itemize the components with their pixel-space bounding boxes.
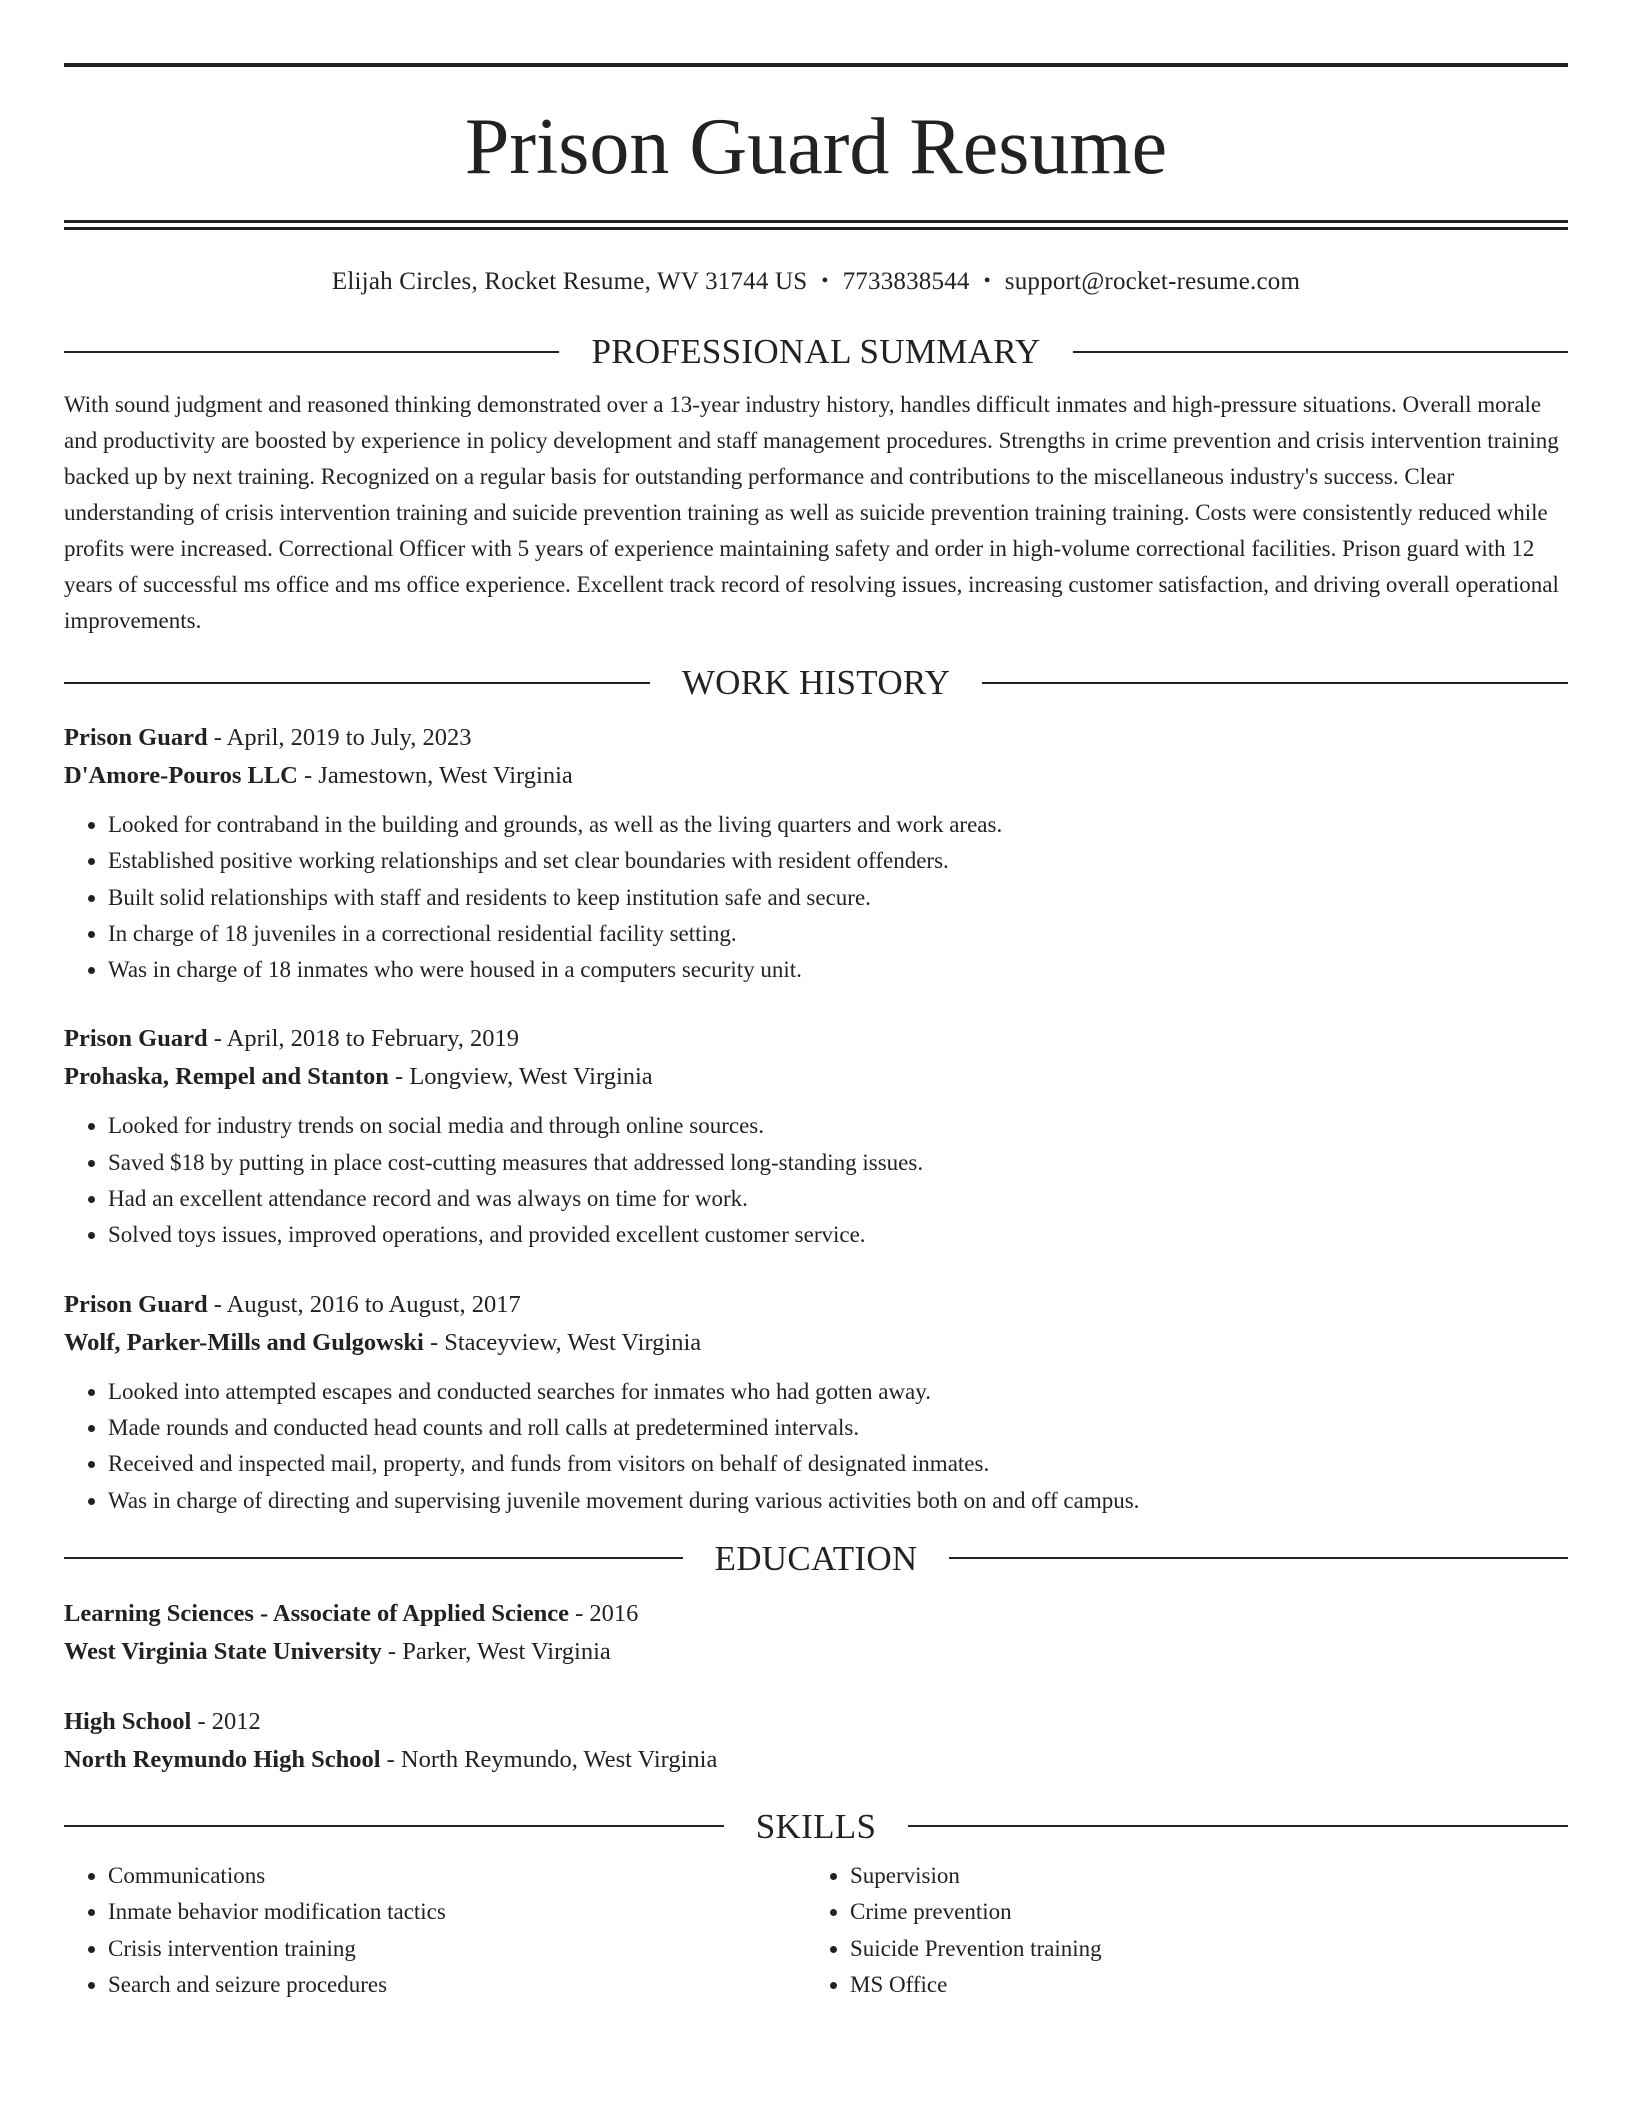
contact-line — [64, 268, 1568, 296]
job-company: D'Amore-Pouros LLC — [64, 762, 298, 789]
section-heading-skills — [64, 1806, 1568, 1846]
skill-item: • Suicide Prevention training — [850, 1931, 1568, 1968]
degree: Learning Sciences - Associate of Applied Science — [64, 1599, 569, 1627]
skills-list-left — [64, 1858, 806, 2004]
list-item: • Had an excellent attendance record and was always on time for work. — [108, 1181, 1568, 1217]
skill-item: • Crime prevention — [850, 1894, 1568, 1931]
section-title: WORK HISTORY — [681, 663, 951, 702]
degree-line — [64, 1703, 1568, 1741]
graduation-year: - 2012 — [191, 1707, 261, 1735]
divider-line — [1073, 351, 1568, 353]
job-dates: - April, 2018 to February, 2019 — [207, 1025, 520, 1053]
job-title-line — [64, 1286, 1568, 1324]
divider-line — [982, 682, 1568, 684]
school-location: - North Reymundo, West Virginia — [380, 1745, 718, 1773]
list-item: • Was in charge of directing and supervising juvenile movement during various activities both on and off campus. — [108, 1483, 1568, 1519]
graduation-year: - 2016 — [568, 1599, 639, 1627]
skill-item: • MS Office — [850, 1967, 1568, 2004]
section-heading-work — [64, 665, 1568, 700]
contact-phone: 7733838544 — [842, 268, 970, 295]
divider-line — [64, 1557, 683, 1559]
list-item: • Established positive working relationships and set clear boundaries with resident offenders. — [108, 843, 1568, 879]
school: North Reymundo High School — [64, 1745, 381, 1773]
divider-line — [64, 351, 559, 353]
contact-email: support@rocket-resume.com — [1004, 268, 1301, 295]
list-item: • Made rounds and conducted head counts and roll calls at predetermined intervals. — [108, 1410, 1568, 1446]
skill-item: • Crisis intervention training — [108, 1931, 806, 1968]
contact-separator: • — [983, 270, 991, 292]
resume-title: Prison Guard Resume — [464, 103, 1168, 191]
job-location: - Longview, West Virginia — [388, 1063, 653, 1091]
list-item: • Looked for contraband in the building and grounds, as well as the living quarters and work areas. — [108, 807, 1568, 843]
title-double-rule — [64, 220, 1568, 230]
section-heading-summary — [64, 334, 1568, 369]
top-rule — [64, 63, 1568, 67]
list-item: • In charge of 18 juveniles in a correctional residential facility setting. — [108, 916, 1568, 952]
skill-item: • Search and seizure procedures — [108, 1967, 806, 2004]
contact-separator: • — [821, 270, 829, 292]
job-title: Prison Guard — [64, 724, 208, 751]
degree-line — [64, 1595, 1568, 1633]
job-bullets — [64, 1374, 1568, 1519]
list-item: • Looked into attempted escapes and conducted searches for inmates who had gotten away. — [108, 1374, 1568, 1410]
school: West Virginia State University — [64, 1637, 382, 1665]
job-title-line — [64, 719, 1568, 757]
divider-line — [949, 1557, 1568, 1559]
job-bullets — [64, 807, 1568, 988]
list-item: • Was in charge of 18 inmates who were housed in a computers security unit. — [108, 952, 1568, 988]
divider-line — [908, 1825, 1568, 1827]
divider-line — [64, 682, 650, 684]
section-title: SKILLS — [755, 1806, 877, 1846]
contact-address: Elijah Circles, Rocket Resume, WV 31744 US — [331, 268, 808, 295]
school-line — [64, 1741, 1568, 1779]
job-entry — [64, 1286, 1568, 1519]
job-company-line — [64, 1324, 1568, 1362]
job-title-line — [64, 1020, 1568, 1058]
job-bullets — [64, 1108, 1568, 1253]
job-dates: - August, 2016 to August, 2017 — [207, 1290, 521, 1318]
school-location: - Parker, West Virginia — [381, 1637, 611, 1665]
job-company-line — [64, 1058, 1568, 1096]
job-dates: - April, 2019 to July, 2023 — [207, 724, 472, 751]
section-heading-education — [64, 1538, 1568, 1578]
job-company: Prohaska, Rempel and Stanton — [64, 1063, 389, 1091]
job-title: Prison Guard — [64, 1290, 208, 1318]
list-item: • Received and inspected mail, property, and funds from visitors on behalf of designated inmates. — [108, 1446, 1568, 1482]
skill-item: • Communications — [108, 1858, 806, 1895]
job-location: - Staceyview, West Virginia — [423, 1328, 702, 1356]
job-entry — [64, 1020, 1568, 1253]
list-item: • Saved $18 by putting in place cost-cutting measures that addressed long-standing issues. — [108, 1145, 1568, 1181]
degree: High School — [64, 1707, 192, 1735]
skills-columns — [64, 1858, 1568, 2004]
summary-paragraph: With sound judgment and reasoned thinking demonstrated over a 13-year industry history, handles difficult inmates and high-pressure situations. Overall morale and productivity are boosted by experience in policy development and staff management procedures. Strengths in crime prevention and crisis intervention training backed up by next training. Recognized on a regular basis for outstanding performance and contributions to the miscellaneous industry's success. Clear understanding of crisis intervention training and suicide prevention training as well as suicide prevention training training. Costs were consistently reduced while profits were increased. Correctional Officer with 5 years of experience maintaining safety and order in high-volume correctional facilities. Prison guard with 12 years of successful ms office and ms office experience. Excellent track record of resolving issues, increasing customer satisfaction, and driving overall operational improvements. — [64, 392, 1559, 633]
skill-item: • Supervision — [850, 1858, 1568, 1895]
education-entry — [64, 1703, 1568, 1779]
job-company-line — [64, 757, 1568, 795]
divider-line — [64, 1825, 724, 1827]
list-item: • Solved toys issues, improved operations, and provided excellent customer service. — [108, 1217, 1568, 1253]
job-title: Prison Guard — [64, 1025, 208, 1053]
section-title: PROFESSIONAL SUMMARY — [591, 332, 1041, 371]
section-title: EDUCATION — [714, 1538, 918, 1578]
list-item: • Looked for industry trends on social media and through online sources. — [108, 1108, 1568, 1144]
list-item: • Built solid relationships with staff and residents to keep institution safe and secure. — [108, 880, 1568, 916]
education-entry — [64, 1595, 1568, 1671]
school-line — [64, 1633, 1568, 1671]
skill-item: • Inmate behavior modification tactics — [108, 1894, 806, 1931]
job-company: Wolf, Parker-Mills and Gulgowski — [64, 1328, 424, 1356]
job-location: - Jamestown, West Virginia — [297, 762, 573, 789]
skills-list-right — [806, 1858, 1568, 2004]
job-entry — [64, 719, 1568, 988]
